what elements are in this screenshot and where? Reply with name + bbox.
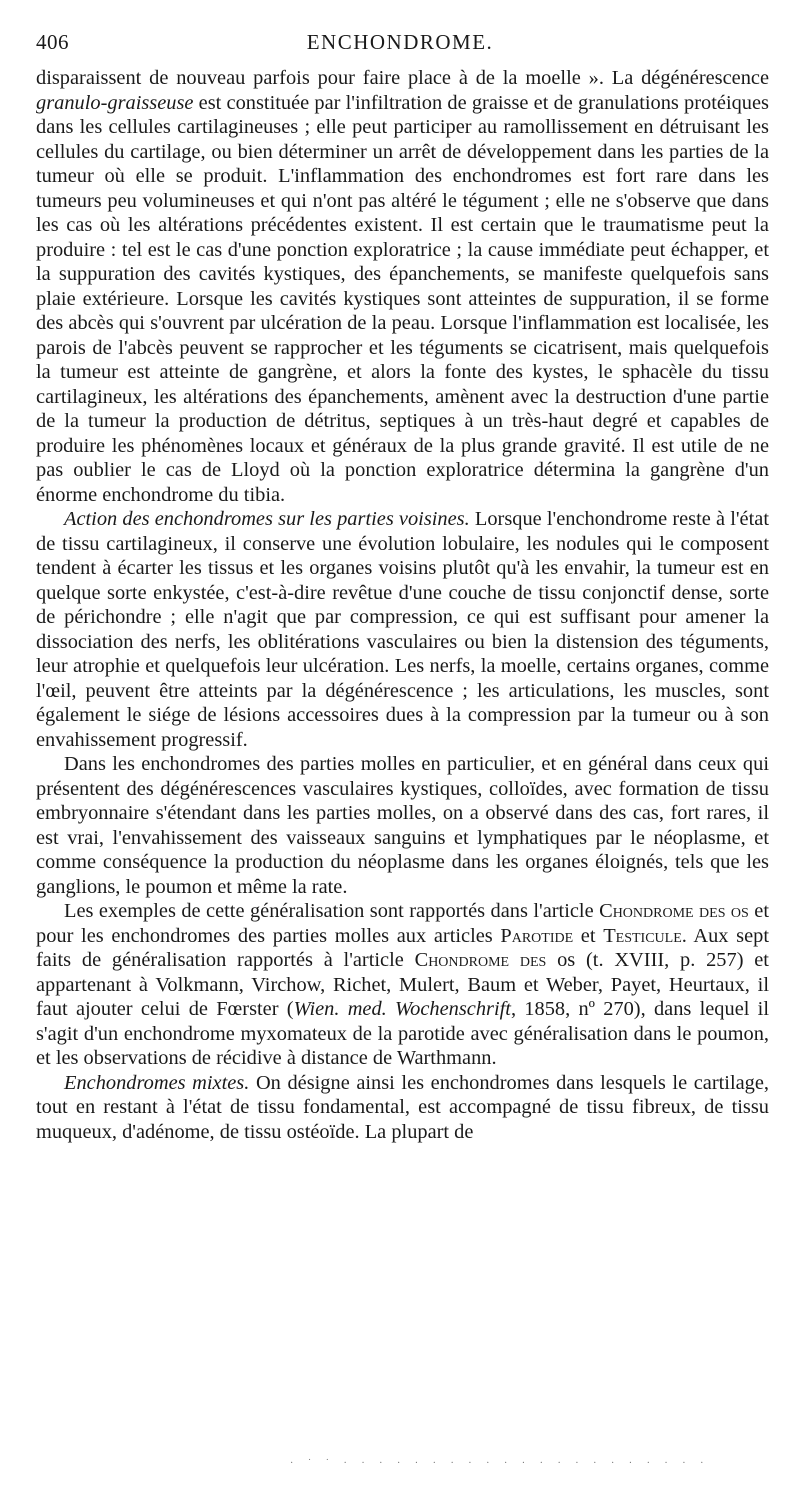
body-text xyxy=(36,66,769,1144)
text-run: et xyxy=(573,924,604,947)
italic-text: Wien. med. Wochenschrift xyxy=(293,998,511,1020)
small-caps-text: Testicule xyxy=(603,924,682,947)
text-run: Lorsque l'enchondrome reste à l'état de tissu cartilagineux, il conserve une évolution lobulaire, les nodules qui le composent tendent à écarter les tissus et les organes voisins plutôt qu'à les envahir, la tumeur est en quelque sorte enkystée, c'est-à-dire revêtue d'une couche de tissu conjonctif dense, sorte de périchondre ; elle n'agit que par compression, ce qui est suffisant pour amener la dissociation des nerfs, les oblitérations vasculaires ou bien la distension des téguments, leur atrophie et quelquefois leur ulcération. Les nerfs, la moelle, certains organes, comme l'œil, peuvent être atteints par la dégénérescence ; les articulations, les muscles, sont également le siége de lésions accessoires dues à la compression par la tumeur ou à son envahissement progressif. xyxy=(36,508,769,751)
scan-speckle: · ˙ ˙ · · · · · · · · · · · · · · · · · · · · · xyxy=(290,1458,710,1469)
paragraph xyxy=(36,752,769,899)
italic-text: Enchondromes mixtes. xyxy=(64,1071,250,1094)
paragraph xyxy=(36,66,769,507)
small-caps-text: Chondrome des xyxy=(414,949,547,971)
text-run: , 1858, nº 270), dans lequel il s'agit d'un enchondrome myxomateux de la parotide avec généralisation dans le poumon, et les observations de récidive à distance de Warthmann. xyxy=(36,998,770,1069)
italic-text: granulo-graisseuse xyxy=(36,91,194,114)
text-run: Dans les enchondromes des parties molles en particulier, et en général dans ceux qui présentent des dégénérescences vasculaires kystiques, colloïdes, avec formation de tissu embryonnaire s'étendant dans les parties molles, on a observé dans des cas, fort rares, il est vrai, l'envahissement des vaisseaux sanguins et lymphatiques par le néoplasme, et comme conséquence la production du néoplasme dans les organes éloignés, tels que les ganglions, le poumon et même la rate. xyxy=(36,753,769,898)
text-run: . Aux sept faits de généralisation rapportés à l'article xyxy=(36,924,769,971)
running-title: ENCHONDROME. xyxy=(306,30,494,54)
small-caps-text: Chondrome des os xyxy=(599,900,749,922)
paragraph xyxy=(36,507,769,752)
text-run: Les exemples de cette généralisation sont rapportés dans l'article xyxy=(64,900,600,922)
text-run: os (t. XVIII, p. 257) et appartenant à Volkmann, Virchow, Richet, Mulert, Baum et Weber, Payet, Heurtaux, il faut ajouter celui de Fœrster ( xyxy=(36,949,769,1020)
page-number: 406 xyxy=(36,30,69,54)
text-run: On désigne ainsi les enchondromes dans lesquels le cartilage, tout en restant à l'état de tissu fondamental, est accompagné de tissu fibreux, de tissu muqueux, d'adénome, de tissu ostéoïde. La plupart de xyxy=(36,1071,769,1143)
text-run: est constituée par l'infiltration de graisse et de granulations protéiques dans les cellules cartilagineuses ; elle peut participer au ramollissement en détruisant les cellules du cartilage, ou bien déterminer un arrêt de développement dans les parties de la tumeur où elle se produit. L'inflammation des enchondromes est fort rare dans les tumeurs peu volumineuses et qui n'ont pas altéré le tégument ; elle ne s'observe que dans les cas où les altérations précédentes existent. Il est certain que le traumatisme peut la produire : tel est le cas d'une ponction exploratrice ; la cause immédiate peut échapper, et la suppuration des cavités kystiques, des épanchements, se manifeste quelquefois sans plaie extérieure. Lorsque les cavités kystiques sont atteintes de suppuration, il se forme des abcès qui s'ouvrent par ulcération de la peau. Lorsque l'inflammation est localisée, les parois de l'abcès peuvent se rapprocher et les téguments se cicatrisent, mais quelquefois la tumeur est atteinte de gangrène, et alors la fonte des kystes, le sphacèle du tissu cartilagineux, les altérations des épanchements, amènent avec la destruction d'une partie de la tumeur la production de détritus, septiques à un très-haut degré et capables de produire les phénomènes locaux et généraux de la plus grande gravité. Il est utile de ne pas oublier le cas de Lloyd où la ponction exploratrice détermina la gangrène d'un énorme enchondrome du tibia. xyxy=(36,91,769,506)
running-header xyxy=(36,30,764,60)
text-run: et pour les enchondromes des parties molles aux articles xyxy=(36,900,769,947)
italic-text: Action des enchondromes sur les parties voisines. xyxy=(64,508,470,530)
text-run: disparaissent de nouveau parfois pour faire place à de la moelle ». La dégénérescence xyxy=(36,67,769,89)
paragraph xyxy=(36,1071,769,1145)
paragraph xyxy=(36,899,769,1071)
small-caps-text: Parotide xyxy=(500,924,574,947)
